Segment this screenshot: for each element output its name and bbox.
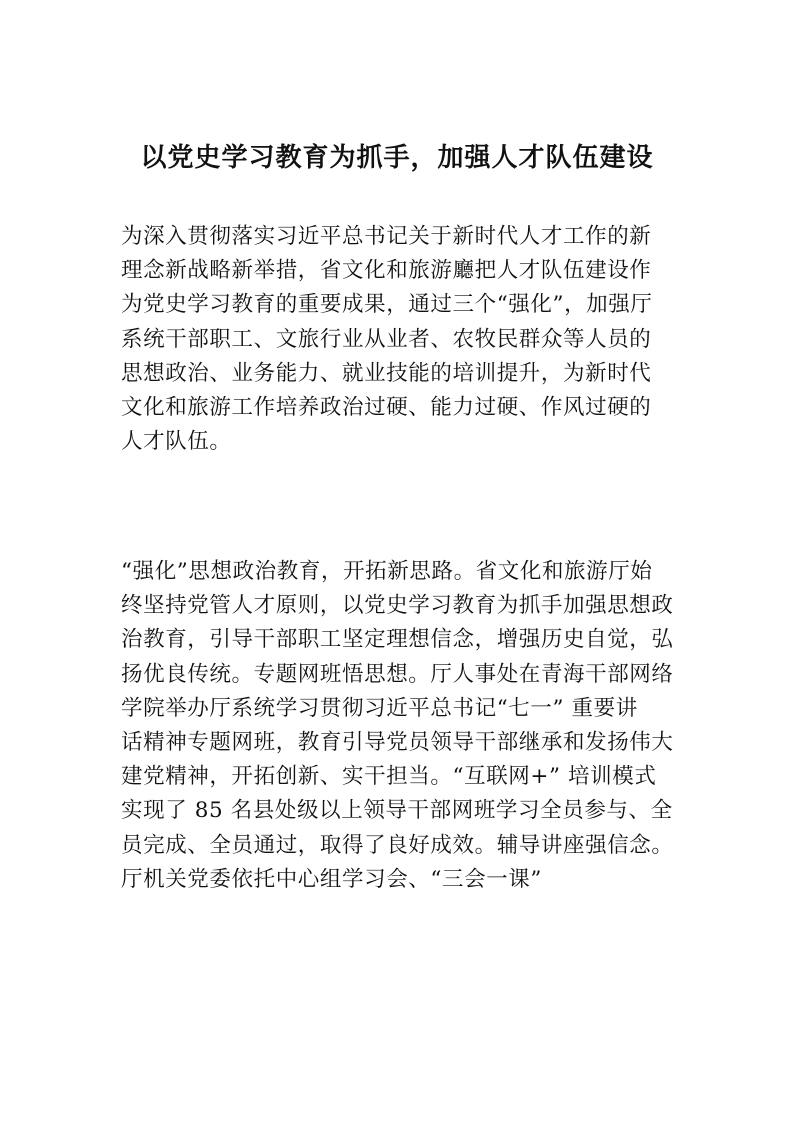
paragraph-line: 厅机关党委依托中心组学习会、“三会一课” xyxy=(121,866,542,892)
paragraph-line: 实现了 85 名县处级以上领导干部网班学习全员参与、全 xyxy=(121,798,673,824)
paragraph-line: 系统干部职工、文旅行业从业者、农牧民群众等人员的 xyxy=(121,326,652,352)
paragraph-line: 人才队伍。 xyxy=(121,429,232,455)
paragraph-line: 为党史学习教育的重要成果，通过三个“强化”，加强厅 xyxy=(121,292,653,318)
document-title: 以党史学习教育为抓手，加强人才队伍建设 xyxy=(140,143,654,173)
paragraph-line: 为深入贯彻落实习近平总书记关于新时代人才工作的新 xyxy=(121,224,652,249)
paragraph-line: “强化”思想政治教育，开拓新思路。省文化和旅游厅始 xyxy=(121,559,653,584)
paragraph-line: 员完成、全员通过，取得了良好成效。辅导讲座强信念。 xyxy=(121,832,674,858)
paragraph-1 xyxy=(121,220,687,459)
paragraph-line: 思想政治、业务能力、就业技能的培训提升，为新时代 xyxy=(121,360,652,386)
paragraph-2 xyxy=(121,555,687,897)
paragraph-line: 文化和旅游工作培养政治过硬、能力过硬、作风过硬的 xyxy=(121,394,652,420)
paragraph-line: 学院举办厅系统学习贯彻习近平总书记“七一” 重要讲 xyxy=(121,695,638,721)
paragraph-line: 建党精神，开拓创新、实干担当。“互联网+” 培训模式 xyxy=(121,764,657,790)
paragraph-line: 扬优良传统。专题网班悟思想。厅人事处在青海干部网络 xyxy=(121,661,674,687)
paragraph-line: 话精神专题网班，教育引导党员领导干部继承和发扬伟大 xyxy=(121,729,674,755)
paragraph-line: 治教育，引导干部职工坚定理想信念，增强历史自觉，弘 xyxy=(121,627,674,653)
paragraph-line: 终坚持党管人才原则，以党史学习教育为抓手加强思想政 xyxy=(121,593,674,619)
paragraph-line: 理念新战略新举措，省文化和旅游廳把人才队伍建设作 xyxy=(121,258,652,284)
